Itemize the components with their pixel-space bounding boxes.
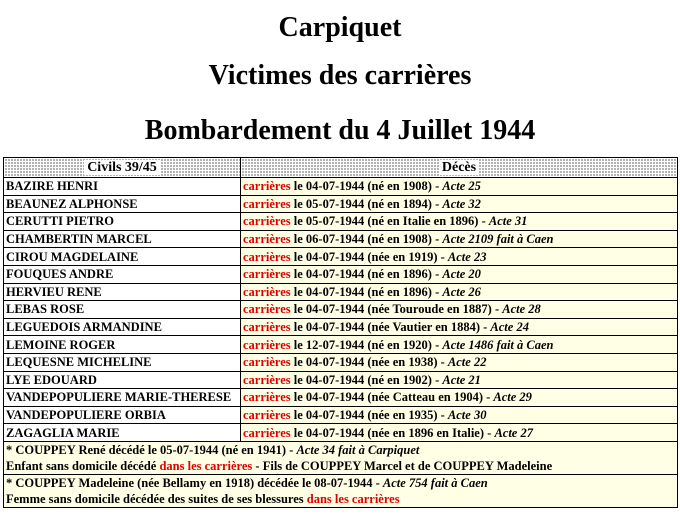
- title-bombing: Bombardement du 4 Juillet 1944: [144, 115, 536, 146]
- death-detail: [241, 353, 678, 371]
- death-info: le 04-07-1944 (née en 1919) -: [290, 249, 448, 264]
- place-carrieres: carrières: [243, 425, 291, 440]
- table-row: [4, 283, 678, 301]
- table-row: [4, 406, 678, 424]
- death-info: le 12-07-1944 (né en 1920) -: [290, 337, 443, 352]
- place-carrieres: carrières: [243, 267, 291, 282]
- death-detail: [241, 213, 678, 231]
- table-row: [4, 353, 678, 371]
- death-detail: [241, 371, 678, 389]
- place-carrieres: carrières: [243, 196, 291, 211]
- victim-name: CIROU MAGDELAINE: [4, 248, 241, 266]
- victim-name: LYE EDOUARD: [4, 371, 241, 389]
- acte-ref: Acte 31: [488, 214, 528, 229]
- acte-ref: Acte 27: [494, 425, 533, 440]
- death-detail: [241, 230, 678, 248]
- death-info: le 04-07-1944 (né en 1908) -: [290, 179, 443, 194]
- acte-ref: Acte 29: [493, 390, 532, 405]
- place-carrieres: carrières: [243, 408, 291, 423]
- death-detail: [241, 318, 678, 336]
- note-line1: * COUPPEY Madeleine (née Bellamy en 1918) décédée le 08-07-1944 -: [6, 475, 383, 490]
- table-row: [4, 213, 678, 231]
- title-victims: Victimes des carrières: [208, 60, 472, 91]
- death-info: le 04-07-1944 (née Touroude en 1887) -: [290, 302, 503, 317]
- victim-name: VANDEPOPULIERE MARIE-THERESE: [4, 389, 241, 407]
- victim-name: FOUQUES ANDRE: [4, 265, 241, 283]
- victim-name: LEQUESNE MICHELINE: [4, 353, 241, 371]
- table-header-row: [4, 158, 678, 178]
- note-cell: [4, 441, 678, 474]
- victim-name: LEBAS ROSE: [4, 301, 241, 319]
- death-info: le 04-07-1944 (né en 1902) -: [290, 372, 443, 387]
- header-civils: Civils 39/45: [4, 158, 241, 178]
- death-info: le 04-07-1944 (née en 1938) -: [290, 355, 448, 370]
- table-row: [4, 230, 678, 248]
- death-info: le 04-07-1944 (né en 1896) -: [290, 267, 443, 282]
- death-detail: [241, 265, 678, 283]
- acte-ref: Acte 30: [447, 408, 487, 423]
- place-carrieres: carrières: [243, 337, 291, 352]
- death-detail: [241, 336, 678, 354]
- table-row: [4, 178, 678, 196]
- death-detail: [241, 389, 678, 407]
- table-row: [4, 195, 678, 213]
- table-row: [4, 301, 678, 319]
- death-detail: [241, 178, 678, 196]
- table-row: [4, 318, 678, 336]
- death-info: le 04-07-1944 (né en 1896) -: [290, 284, 443, 299]
- table-row: [4, 371, 678, 389]
- table-body: [4, 178, 678, 508]
- place-carrieres: carrières: [243, 355, 291, 370]
- death-info: le 05-07-1944 (né en 1894) -: [290, 196, 443, 211]
- note-line1: * COUPPEY René décédé le 05-07-1944 (né en 1941) -: [6, 442, 297, 457]
- note-row: [4, 474, 678, 507]
- acte-ref: Acte 28: [502, 302, 541, 317]
- table-row: [4, 336, 678, 354]
- acte-ref: Acte 23: [447, 249, 487, 264]
- acte-ref: Acte 1486 fait à Caen: [442, 337, 554, 352]
- note-cell: [4, 474, 678, 507]
- table-row: [4, 248, 678, 266]
- acte-ref: Acte 24: [490, 320, 529, 335]
- death-info: le 04-07-1944 (née Catteau en 1904) -: [290, 390, 494, 405]
- note-row: [4, 441, 678, 474]
- place-carrieres: carrières: [243, 214, 291, 229]
- note-acte: Acte 754 fait à Caen: [382, 475, 488, 490]
- note-place: dans les carrières: [159, 458, 253, 473]
- victim-name: CERUTTI PIETRO: [4, 213, 241, 231]
- victim-name: LEGUEDOIS ARMANDINE: [4, 318, 241, 336]
- victim-name: BEAUNEZ ALPHONSE: [4, 195, 241, 213]
- death-detail: [241, 248, 678, 266]
- place-carrieres: carrières: [243, 284, 291, 299]
- victim-name: LEMOINE ROGER: [4, 336, 241, 354]
- table-row: [4, 389, 678, 407]
- acte-ref: Acte 32: [442, 196, 481, 211]
- title-town: Carpiquet: [278, 12, 402, 43]
- header-deces: Décès: [241, 158, 678, 178]
- table-row: [4, 265, 678, 283]
- victim-name: CHAMBERTIN MARCEL: [4, 230, 241, 248]
- note-line2: Enfant sans domicile décédé: [6, 458, 160, 473]
- victim-name: HERVIEU RENE: [4, 283, 241, 301]
- place-carrieres: carrières: [243, 372, 291, 387]
- death-info: le 06-07-1944 (né en 1908) -: [290, 232, 443, 247]
- acte-ref: Acte 21: [442, 372, 481, 387]
- death-detail: [241, 283, 678, 301]
- death-detail: [241, 195, 678, 213]
- note-place: dans les carrières: [306, 491, 400, 506]
- acte-ref: Acte 25: [442, 179, 481, 194]
- place-carrieres: carrières: [243, 302, 291, 317]
- table-row: [4, 424, 678, 442]
- victim-name: VANDEPOPULIERE ORBIA: [4, 406, 241, 424]
- acte-ref: Acte 26: [442, 284, 481, 299]
- place-carrieres: carrières: [243, 249, 291, 264]
- death-info: le 04-07-1944 (née en 1935) -: [290, 408, 448, 423]
- victim-name: BAZIRE HENRI: [4, 178, 241, 196]
- deaths-table: [3, 157, 678, 508]
- death-detail: [241, 424, 678, 442]
- acte-ref: Acte 20: [442, 267, 481, 282]
- acte-ref: Acte 2109 fait à Caen: [442, 232, 554, 247]
- place-carrieres: carrières: [243, 232, 291, 247]
- death-info: le 04-07-1944 (née Vautier en 1884) -: [290, 320, 491, 335]
- death-info: le 04-07-1944 (née en 1896 en Italie) -: [290, 425, 495, 440]
- note-tail: - Fils de COUPPEY Marcel et de COUPPEY Madeleine: [252, 458, 553, 473]
- place-carrieres: carrières: [243, 179, 291, 194]
- place-carrieres: carrières: [243, 390, 291, 405]
- note-acte: Acte 34 fait à Carpiquet: [296, 442, 420, 457]
- place-carrieres: carrières: [243, 320, 291, 335]
- acte-ref: Acte 22: [447, 355, 487, 370]
- death-detail: [241, 301, 678, 319]
- note-line2: Femme sans domicile décédée des suites de ses blessures: [6, 491, 307, 506]
- death-info: le 05-07-1944 (né en Italie en 1896) -: [290, 214, 489, 229]
- death-detail: [241, 406, 678, 424]
- victim-name: ZAGAGLIA MARIE: [4, 424, 241, 442]
